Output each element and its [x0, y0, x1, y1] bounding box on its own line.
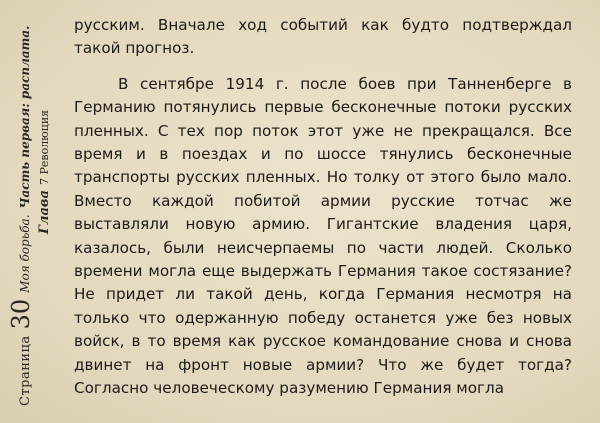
chapter-label: Глава — [37, 189, 52, 234]
paragraph-2: В сентябре 1914 г. после боев при Танненберге в Германию потянулись первые бесконечные потоки русских пленных. С тех пор поток этот уже не прекращался. Все время и в поездах и по шоссе тянулись бесконечные транспорты русских пленных. Но толку от этого было мало. Вместо каждой побитой армии русские тотчас же выставляли новую армию. Гигантские владения царя, казалось, были неисчерпаемы по части людей. Сколько времени могла еще выдержать Германия такое состязание? Не придет ли такой день, когда Германия несмотря на только что одержанную победу останется уже без новых войск, в то время как русское командование снова и снова двинет на фронт новые армии? Что же будет тогда? Согласно человеческому разумению Германия могла — [74, 74, 572, 398]
paragraph-1: русским. Вначале ход событий как будто подтверждал такой прогноз. — [74, 16, 572, 58]
running-header — [8, 8, 54, 415]
book-title: Моя борьба. — [18, 213, 32, 293]
running-header-rotated — [8, 12, 54, 412]
running-header-line-2 — [33, 12, 52, 412]
page-label: Страница — [18, 334, 33, 406]
running-header-line-1 — [7, 12, 35, 412]
body-text — [74, 14, 572, 401]
part-title: Часть первая: расплата. — [18, 25, 32, 208]
chapter-title: 7 Революция — [38, 109, 51, 185]
page-number: 30 — [7, 298, 35, 329]
